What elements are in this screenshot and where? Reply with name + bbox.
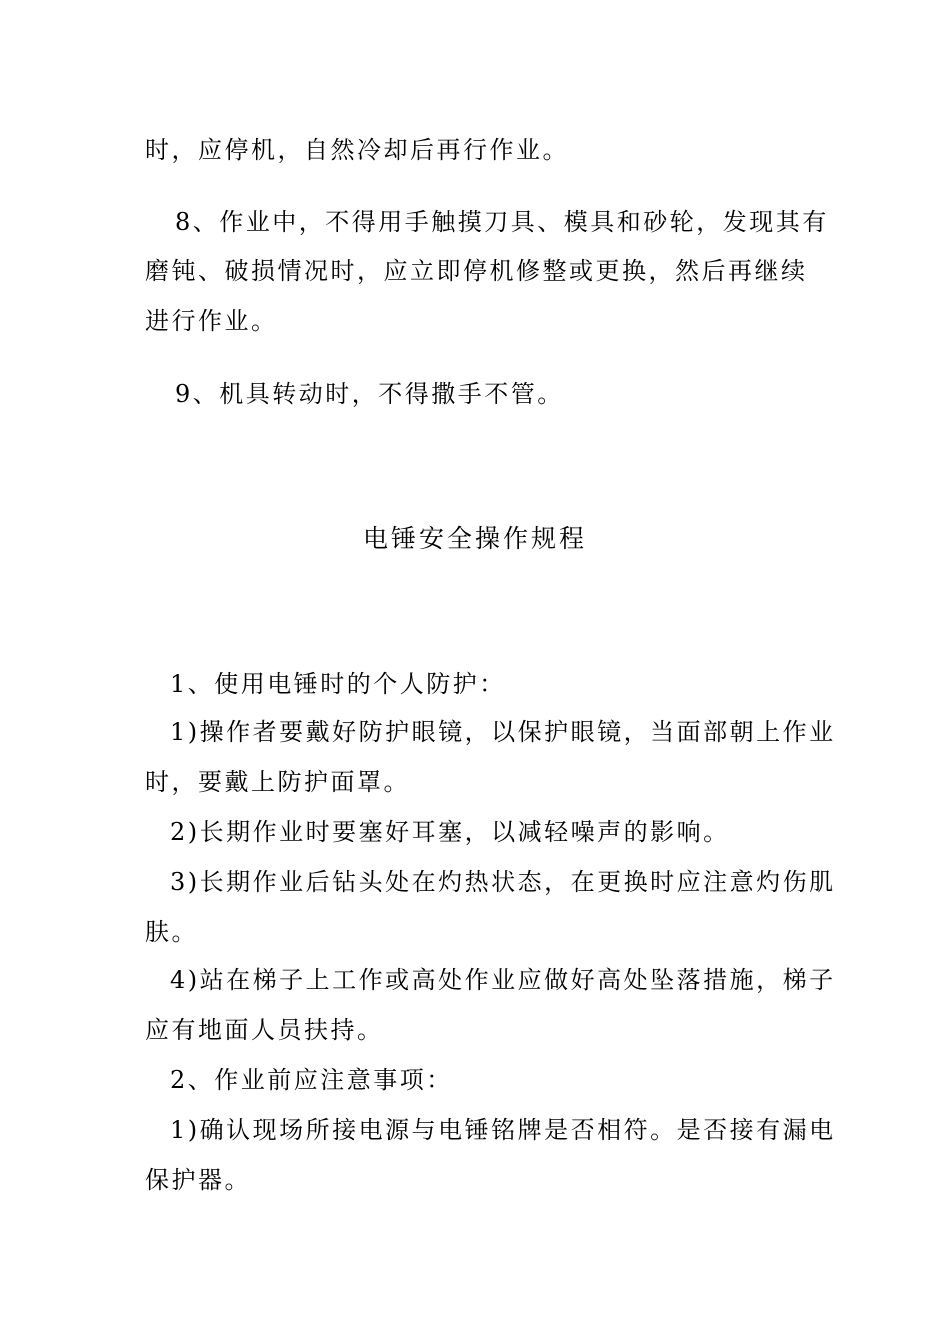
text-line: 1、使用电锤时的个人防护： <box>170 670 506 698</box>
text-line: 9、机具转动时，不得撒手不管。 <box>175 380 564 408</box>
text-line: 2)长期作业时要塞好耳塞，以减轻噪声的影响。 <box>170 818 730 846</box>
text-line: 进行作业。 <box>145 307 278 335</box>
text-line: 2、作业前应注意事项： <box>170 1066 453 1094</box>
text-line: 3)长期作业后钻头处在灼热状态，在更换时应注意灼伤肌 <box>170 868 836 896</box>
text-line: 时，应停机，自然冷却后再行作业。 <box>145 136 569 164</box>
text-line: 应有地面人员扶持。 <box>145 1016 384 1044</box>
section-title: 电锤安全操作规程 <box>362 524 587 553</box>
text-line: 1)操作者要戴好防护眼镜，以保护眼镜，当面部朝上作业 <box>170 718 836 746</box>
text-line: 肤。 <box>145 918 198 946</box>
text-line: 保护器。 <box>145 1166 251 1194</box>
text-line: 4)站在梯子上工作或高处作业应做好高处坠落措施，梯子 <box>170 966 836 994</box>
text-line: 时，要戴上防护面罩。 <box>145 768 410 796</box>
text-line: 1)确认现场所接电源与电锤铭牌是否相符。是否接有漏电 <box>170 1116 836 1144</box>
text-line: 8、作业中，不得用手触摸刀具、模具和砂轮，发现其有 <box>175 208 829 236</box>
text-line: 磨钝、破损情况时，应立即停机修整或更换，然后再继续 <box>145 257 808 285</box>
